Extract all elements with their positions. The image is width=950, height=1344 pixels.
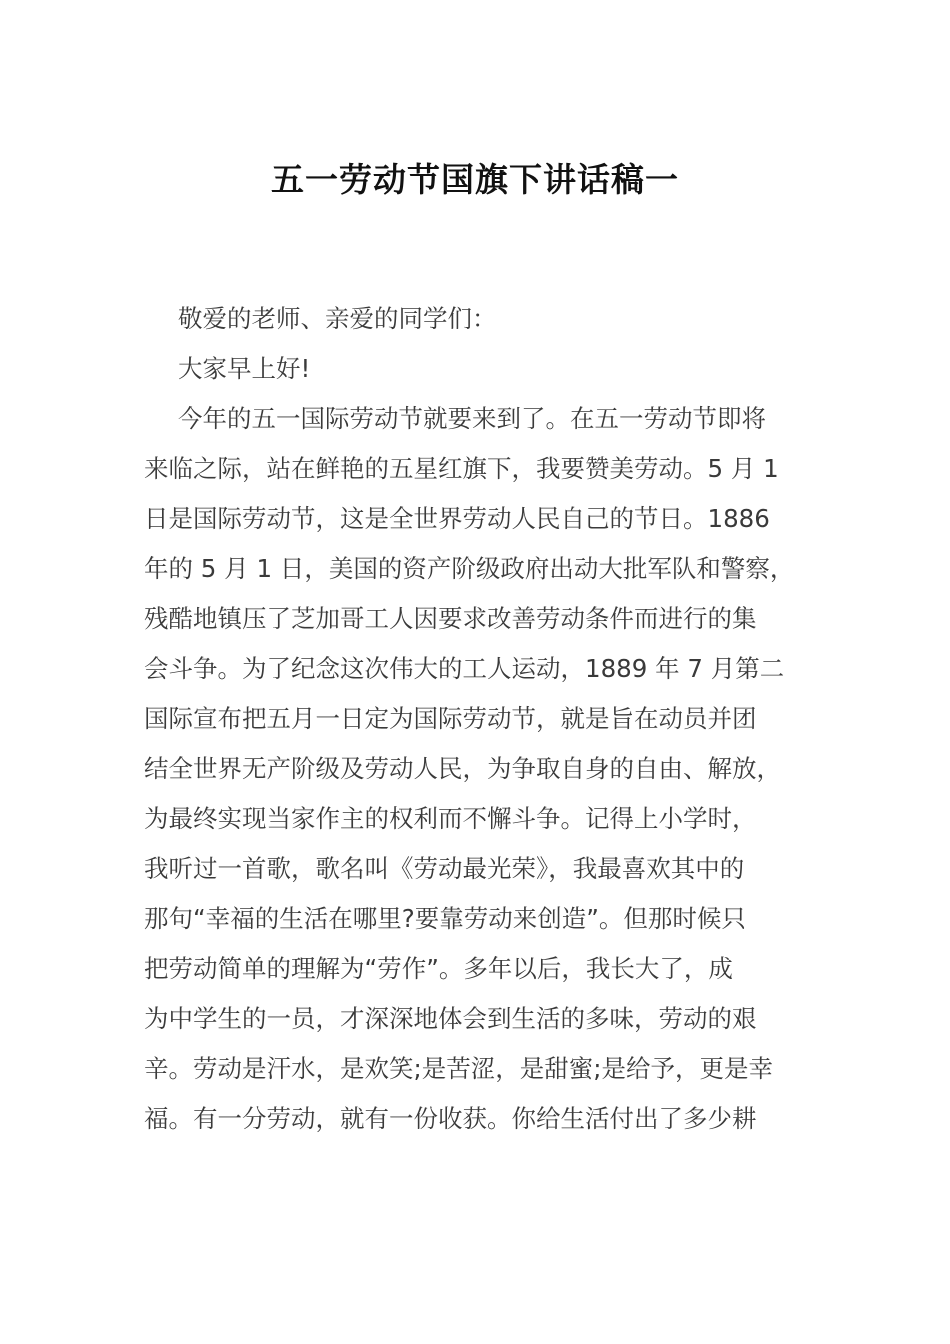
document-body <box>144 294 824 1144</box>
paragraph-line: 结全世界无产阶级及劳动人民，为争取自身的自由、解放， <box>144 754 781 783</box>
paragraph-line: 国际宣布把五月一日定为国际劳动节，就是旨在动员并团 <box>144 704 757 733</box>
paragraph-line: 福。有一分劳动，就有一份收获。你给生活付出了多少耕 <box>144 1104 757 1133</box>
paragraph-line: 会斗争。为了纪念这次伟大的工人运动，1889 年 7 月第二 <box>144 654 785 683</box>
document-title: 五一劳动节国旗下讲话稿一 <box>271 160 679 199</box>
paragraph-line: 把劳动简单的理解为“劳作”。多年以后，我长大了，成 <box>144 954 733 983</box>
paragraph-line: 那句“幸福的生活在哪里?要靠劳动来创造”。但那时候只 <box>144 904 746 933</box>
paragraph-line: 日是国际劳动节，这是全世界劳动人民自己的节日。1886 <box>144 504 770 533</box>
salutation-line: 敬爱的老师、亲爱的同学们： <box>178 304 497 333</box>
paragraph-line: 为中学生的一员，才深深地体会到生活的多味，劳动的艰 <box>144 1004 757 1033</box>
paragraph-line: 辛。劳动是汗水，是欢笑;是苦涩，是甜蜜;是给予，更是幸 <box>144 1054 774 1083</box>
greeting-line: 大家早上好! <box>178 354 311 383</box>
paragraph-line: 年的 5 月 1 日，美国的资产阶级政府出动大批军队和警察， <box>144 554 795 583</box>
paragraph-line: 今年的五一国际劳动节就要来到了。在五一劳动节即将 <box>178 404 766 433</box>
paragraph-line: 为最终实现当家作主的权利而不懈斗争。记得上小学时， <box>144 804 757 833</box>
paragraph-line: 我听过一首歌，歌名叫《劳动最光荣》，我最喜欢其中的 <box>144 854 745 883</box>
paragraph-line: 来临之际，站在鲜艳的五星红旗下，我要赞美劳动。5 月 1 <box>144 454 779 483</box>
paragraph-line: 残酷地镇压了芝加哥工人因要求改善劳动条件而进行的集 <box>144 604 757 633</box>
